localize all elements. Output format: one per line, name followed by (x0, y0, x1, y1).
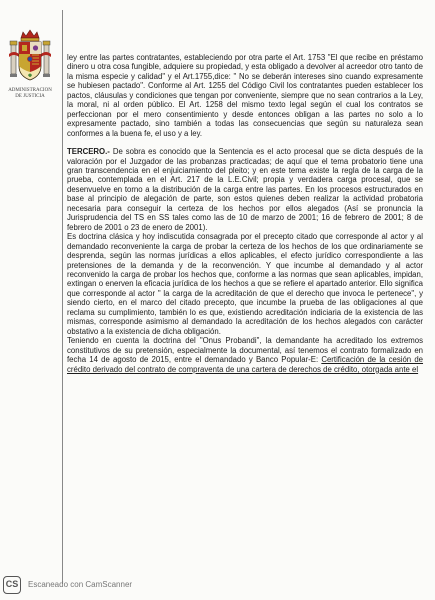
scanner-footer (3, 576, 203, 596)
paragraph-tercero-text: De sobra es conocido que la Sentencia es el acto procesal que se dicta después de la valoración por el Juzgador de las probanzas practicadas; de aquí que el tema probatorio tiene una gran transcendencia en el enjuiciamiento del pleito; y en este tema existe la regla de la carga de la prueba, contemplada en el Art. 217 de la L.E.Civil; propia y verdadera carga procesal, que se desenvuelve en torno a la distribución de la carga entre las partes. En los procesos estructurados en base al principio de alegación de parte, son estos quienes deben realizar la actividad probatoria necesaria para conseguir la certeza de los hechos por ellos alegados (Así se pronuncia la Jurisprudencia del TS en SS tales como las de 10 de marzo de 2001; 16 de febrero de 2001; 8 de febrero de 2001 o 23 de enero de 2001). (67, 147, 423, 232)
section-heading-tercero: TERCERO.- (67, 147, 110, 157)
paragraph-gap (67, 138, 423, 147)
admin-label-line1: ADMINISTRACION (8, 88, 52, 93)
margin-rule (62, 10, 63, 584)
camscanner-caption: Escaneado con CamScanner (28, 580, 133, 589)
admin-label-line2: DE JUSTICIA (15, 94, 45, 99)
paragraph-1: ley entre las partes contratantes, estableciendo por otra parte el Art. 1753 "El que recibe en préstamo dinero u otra cosa fungible, adquiere su propiedad, y esta obligado a devolver al acreedor otro tanto de la misma especie y calidad" y el Art.1755,dice: " No se deberán intereses sino cuando expresamente se hubiesen pactado". Conforme al Art. 1255 del Código Civil los contratantes pueden establecer los pactos, cláusulas y condiciones que tengan por conveniente, siempre que no sean contrarios a la Ley, la moral, ni al orden público. El Art. 1258 del mismo texto legal según el cual los contratos se perfeccionan por el mero consentimiento y desde entonces obligan a las partes no solo a lo expresamente pactado, sino también a todas las consecuencias que según su naturaleza sean conformes a la buena fe, el uso y a ley. (67, 53, 423, 138)
camscanner-logo-icon: CS (3, 576, 21, 594)
paragraph-4-text: Teniendo en cuenta la doctrina del "Onus Probandi", la demandante ha acreditado los extremos constitutivos de su pretensión, especialmente la documental, así tenemos el contrato formalizado en fecha 14 de agosto de 2015, entre el demandado y Banco Popular-E: (67, 336, 423, 365)
underlined-citation: Certificación de la cesión de crédito derivado del contrato de compraventa de una cartera de derechos de crédito, otorgada ante el (67, 355, 424, 374)
paragraph-4 (67, 336, 423, 374)
paragraph-3: Es doctrina clásica y hoy indiscutida consagrada por el precepto citado que corresponde al actor y al demandado reconveniente la carga de probar la certeza de los hechos de los que ordinariamente se desprenda, según las normas jurídicas a ellos aplicables, el efecto jurídico correspondiente a las pretensiones de la demanda y de la reconvención. Y que incumbe al demandado y al actor reconvenido la carga de probar los hechos que, conforme a las normas que sean aplicables, impidan, extingan o enerven la eficacia jurídica de los hechos a que se refiere el apartado anterior. Ello significa que corresponde al actor " la carga de la acreditación de que el derecho que invoca le pertenece", y siendo cierto, en el marco del citado precepto, que incumbe la prueba de las obligaciones al que reclama su cumplimiento, también lo es que, existiendo acreditación indiciaria de la existencia de las mismas, corresponde asimismo al demandado la acreditación de los hechos alegados con carácter obstativo a la existencia de dicha obligación. (67, 232, 423, 336)
spanish-coat-of-arms-icon (9, 28, 51, 88)
paragraph-tercero (67, 147, 423, 232)
document-body (67, 53, 423, 374)
administracion-de-justicia-label (2, 88, 58, 100)
